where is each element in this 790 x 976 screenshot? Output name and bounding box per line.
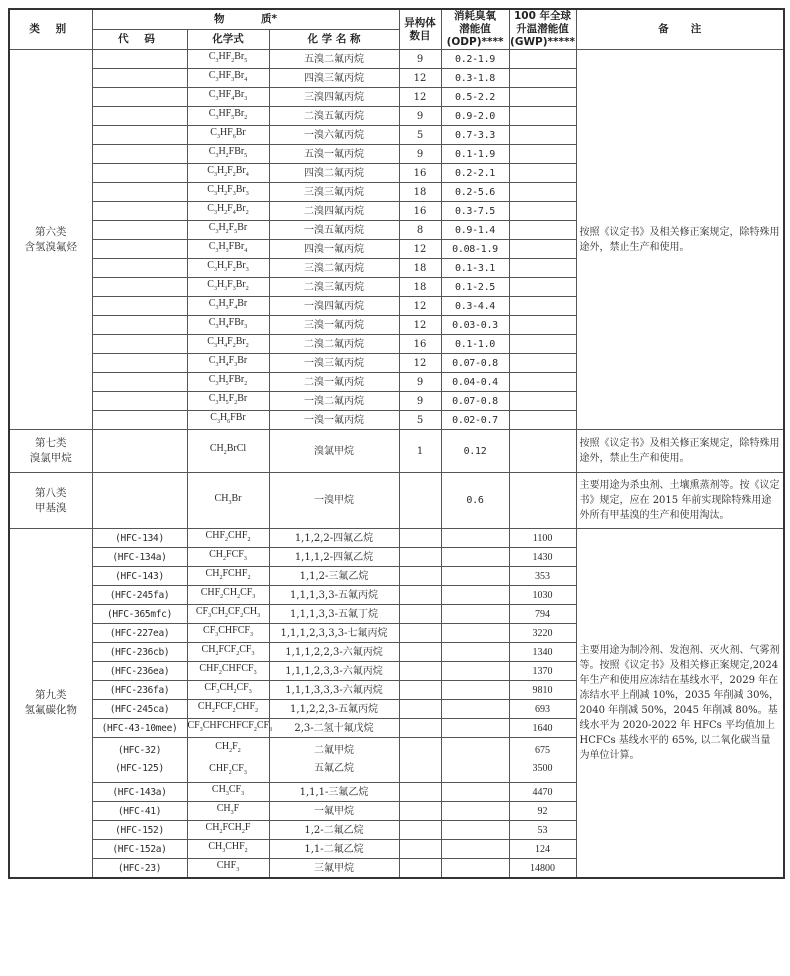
class8-odp: 0.6	[441, 473, 509, 529]
chemical-name-cell: 1,1,1,2,3,3,3-七氟丙烷	[269, 624, 399, 643]
header-odp-line1: 消耗臭氧	[454, 10, 497, 22]
code-cell: (HFC-134)	[92, 529, 187, 548]
class6-category-line1: 第六类	[35, 225, 67, 238]
gwp-cell: 1640	[509, 719, 576, 738]
chemical-name-cell: 三溴三氟丙烷	[269, 183, 399, 202]
code-cell	[92, 69, 187, 88]
odp-cell	[441, 681, 509, 700]
code-cell: (HFC-245ca)	[92, 700, 187, 719]
odp-cell: 0.02-0.7	[441, 411, 509, 430]
isomers-cell	[399, 738, 441, 783]
formula-cell: $C_3H_2F_2Br_4$	[187, 164, 269, 183]
header-gwp	[509, 9, 576, 50]
code-cell: (HFC-41)	[92, 802, 187, 821]
gwp-cell: 1030	[509, 586, 576, 605]
header-odp-line3: (ODP)****	[446, 36, 504, 48]
chemical-name-cell: 2,3-二氢十氟戊烷	[269, 719, 399, 738]
chemical-name-cell: 1,1,1,3,3-五氟丁烷	[269, 605, 399, 624]
chemical-name-cell: 二溴五氟丙烷	[269, 107, 399, 126]
odp-cell	[441, 567, 509, 586]
chemical-name-cell: 三溴二氟丙烷	[269, 259, 399, 278]
code-cell: (HFC-152a)	[92, 840, 187, 859]
chemical-name-cell: 四溴三氟丙烷	[269, 69, 399, 88]
code-cell: (HFC-236fa)	[92, 681, 187, 700]
code-cell-line1: (HFC-32)	[117, 745, 162, 756]
class8-category-line2: 甲基溴	[35, 501, 67, 514]
odp-cell: 0.3-1.8	[441, 69, 509, 88]
formula-cell: $C_3H_2FBr_5$	[187, 145, 269, 164]
chemical-name-cell: 1,1,1,2-四氟乙烷	[269, 548, 399, 567]
odp-cell: 0.07-0.8	[441, 354, 509, 373]
odp-cell	[441, 662, 509, 681]
gwp-cell	[509, 278, 576, 297]
class6-category-line2: 含氢溴氟烃	[24, 240, 77, 253]
formula-cell: $CH_2FCF_2CHF_2$	[187, 700, 269, 719]
odp-cell	[441, 700, 509, 719]
isomers-cell: 8	[399, 221, 441, 240]
code-cell: (HFC-365mfc)	[92, 605, 187, 624]
class8-category-line1: 第八类	[35, 486, 67, 499]
odp-cell	[441, 529, 509, 548]
odp-cell: 0.07-0.8	[441, 392, 509, 411]
chemical-name-cell: 1,2-二氟乙烷	[269, 821, 399, 840]
header-isomers	[399, 9, 441, 50]
class9-body	[9, 529, 784, 879]
odp-cell: 0.2-1.9	[441, 50, 509, 69]
code-cell: (HFC-43-10mee)	[92, 719, 187, 738]
formula-cell: $CHF_2CHFCF_3$	[187, 662, 269, 681]
code-cell	[92, 145, 187, 164]
isomers-cell	[399, 840, 441, 859]
isomers-cell: 5	[399, 126, 441, 145]
class7-formula: $CH_2BrCl$	[187, 430, 269, 473]
gwp-cell: 53	[509, 821, 576, 840]
formula-cell: $CH_2FCF_3$	[187, 548, 269, 567]
class7-category-line1: 第七类	[35, 437, 67, 449]
formula-cell: $C_3HF_5Br_2$	[187, 107, 269, 126]
class8-name: 一溴甲烷	[269, 473, 399, 529]
isomers-cell: 16	[399, 335, 441, 354]
formula-cell: $CH_3CHF_2$	[187, 840, 269, 859]
gwp-cell	[509, 69, 576, 88]
odp-cell: 0.3-7.5	[441, 202, 509, 221]
header-category: 类 别	[9, 9, 92, 50]
odp-cell: 0.3-4.4	[441, 297, 509, 316]
chemical-name-cell: 三溴四氟丙烷	[269, 88, 399, 107]
isomers-cell	[399, 859, 441, 879]
gwp-cell	[509, 202, 576, 221]
odp-cell: 0.1-1.9	[441, 145, 509, 164]
isomers-cell: 16	[399, 164, 441, 183]
isomers-cell	[399, 643, 441, 662]
odp-cell	[441, 840, 509, 859]
isomers-cell: 12	[399, 240, 441, 259]
class6-note: 按照《议定书》及相关修正案规定，除特殊用途外，禁止生产和使用。	[576, 50, 784, 430]
code-cell	[92, 240, 187, 259]
header-chemical-name: 化 学 名 称	[269, 30, 399, 50]
formula-cell: $CHF_2CH_2CF_3$	[187, 586, 269, 605]
chemical-name-cell: 一氟甲烷	[269, 802, 399, 821]
table-row	[9, 50, 784, 69]
code-cell: (HFC-143a)	[92, 783, 187, 802]
formula-cell: $C_3H_6FBr$	[187, 411, 269, 430]
code-cell	[92, 202, 187, 221]
chemical-name-cell: 一溴一氟丙烷	[269, 411, 399, 430]
code-cell	[92, 316, 187, 335]
odp-cell: 0.04-0.4	[441, 373, 509, 392]
formula-cell: $C_3H_4F_3Br$	[187, 354, 269, 373]
formula-cell: $CF_3CH_2CF_3$	[187, 681, 269, 700]
chemical-name-cell: 1,1,2,2,3-五氟丙烷	[269, 700, 399, 719]
isomers-cell	[399, 681, 441, 700]
class8-body	[9, 473, 784, 529]
class7-isomers: 1	[399, 430, 441, 473]
header-code: 代 码	[92, 30, 187, 50]
code-cell: (HFC-134a)	[92, 548, 187, 567]
isomers-cell	[399, 529, 441, 548]
odp-cell	[441, 586, 509, 605]
class7-category-line2: 溴氯甲烷	[29, 452, 72, 464]
chemical-name-cell	[269, 738, 399, 783]
chemical-name-cell: 一溴五氟丙烷	[269, 221, 399, 240]
isomers-cell: 18	[399, 278, 441, 297]
class8-category	[9, 473, 92, 529]
gwp-cell	[509, 259, 576, 278]
chemical-name-cell: 1,1-二氟乙烷	[269, 840, 399, 859]
odp-cell: 0.2-5.6	[441, 183, 509, 202]
odp-cell	[441, 643, 509, 662]
gwp-cell	[509, 88, 576, 107]
isomers-cell: 9	[399, 107, 441, 126]
header-formula: 化学式	[187, 30, 269, 50]
odp-cell	[441, 738, 509, 783]
formula-cell: $C_3H_3F_4Br$	[187, 297, 269, 316]
gwp-cell	[509, 107, 576, 126]
isomers-cell: 18	[399, 183, 441, 202]
odp-cell: 0.1-3.1	[441, 259, 509, 278]
odp-cell: 0.7-3.3	[441, 126, 509, 145]
gwp-cell: 124	[509, 840, 576, 859]
gwp-cell: 1340	[509, 643, 576, 662]
odp-cell	[441, 719, 509, 738]
formula-cell: $C_3H_2F_3Br_3$	[187, 183, 269, 202]
isomers-cell: 12	[399, 354, 441, 373]
isomers-cell	[399, 605, 441, 624]
odp-cell	[441, 548, 509, 567]
header-gwp-line3: (GWP)*****	[510, 36, 575, 48]
chemical-name-cell: 1,1,1,2,2,3-六氟丙烷	[269, 643, 399, 662]
gwp-cell	[509, 335, 576, 354]
chemical-name-cell: 三氟甲烷	[269, 859, 399, 879]
gwp-cell	[509, 738, 576, 783]
code-cell	[92, 738, 187, 783]
chemical-name-cell: 1,1,1,3,3,3-六氟丙烷	[269, 681, 399, 700]
isomers-cell	[399, 586, 441, 605]
gwp-cell	[509, 145, 576, 164]
odp-cell	[441, 624, 509, 643]
chemical-name-cell: 二溴二氟丙烷	[269, 335, 399, 354]
isomers-cell: 9	[399, 373, 441, 392]
class9-category-line1: 第九类	[35, 689, 67, 701]
formula-cell: $CF_3CHFCF_3$	[187, 624, 269, 643]
gwp-cell: 1100	[509, 529, 576, 548]
class7-note: 按照《议定书》及相关修正案规定，除特殊用途外，禁止生产和使用。	[576, 430, 784, 473]
formula-cell: $C_3H_4F_2Br_2$	[187, 335, 269, 354]
gwp-cell: 1430	[509, 548, 576, 567]
class8-note: 主要用途为杀虫剂、土壤熏蒸剂等。按《议定书》规定，应在 2015 年前实现除特殊用途外所有甲基溴的生产和使用淘汰。	[576, 473, 784, 529]
isomers-cell: 12	[399, 88, 441, 107]
formula-cell: $C_3H_4FBr_3$	[187, 316, 269, 335]
code-cell	[92, 392, 187, 411]
code-cell	[92, 126, 187, 145]
class9-category	[9, 529, 92, 879]
formula-cell: $C_3H_3F_2Br_3$	[187, 259, 269, 278]
header-substance: 物 质*	[92, 9, 399, 30]
chemical-name-cell-line2: 五氟乙烷	[314, 763, 354, 774]
code-cell	[92, 50, 187, 69]
chemical-name-cell: 一溴三氟丙烷	[269, 354, 399, 373]
odp-cell	[441, 859, 509, 879]
isomers-cell	[399, 624, 441, 643]
controlled-substances-table	[8, 8, 785, 879]
formula-cell: $C_3H_5FBr_2$	[187, 373, 269, 392]
chemical-name-cell: 1,1,1,2,3,3-六氟丙烷	[269, 662, 399, 681]
gwp-cell	[509, 126, 576, 145]
gwp-cell	[509, 164, 576, 183]
class8-gwp	[509, 473, 576, 529]
gwp-cell	[509, 221, 576, 240]
isomers-cell: 9	[399, 392, 441, 411]
chemical-name-cell: 二溴四氟丙烷	[269, 202, 399, 221]
code-cell	[92, 297, 187, 316]
gwp-cell-line1: 675	[535, 745, 551, 756]
formula-cell: $CH_3CF_3$	[187, 783, 269, 802]
gwp-cell: 353	[509, 567, 576, 586]
formula-cell-line2: $CHF_2CF_3$	[209, 763, 247, 776]
code-cell	[92, 411, 187, 430]
formula-cell: $C_3HF_6Br$	[187, 126, 269, 145]
header-odp-line2: 潜能值	[459, 23, 491, 35]
header-gwp-line2: 升温潜能值	[516, 23, 569, 35]
isomers-cell: 9	[399, 145, 441, 164]
chemical-name-cell: 1,1,2-三氟乙烷	[269, 567, 399, 586]
code-cell: (HFC-227ea)	[92, 624, 187, 643]
isomers-cell	[399, 719, 441, 738]
chemical-name-cell-line1: 二氟甲烷	[314, 745, 354, 756]
odp-cell	[441, 783, 509, 802]
formula-cell: $C_3H_5F_2Br$	[187, 392, 269, 411]
chemical-name-cell: 1,1,1-三氟乙烷	[269, 783, 399, 802]
isomers-cell	[399, 662, 441, 681]
code-cell	[92, 354, 187, 373]
code-cell-line2: (HFC-125)	[115, 763, 164, 774]
class8-formula: $CH_3Br$	[187, 473, 269, 529]
chemical-name-cell: 一溴四氟丙烷	[269, 297, 399, 316]
chemical-name-cell: 四溴二氟丙烷	[269, 164, 399, 183]
isomers-cell: 12	[399, 316, 441, 335]
odp-cell	[441, 605, 509, 624]
isomers-cell	[399, 548, 441, 567]
gwp-cell	[509, 183, 576, 202]
gwp-cell: 794	[509, 605, 576, 624]
gwp-cell: 4470	[509, 783, 576, 802]
chemical-name-cell: 一溴二氟丙烷	[269, 392, 399, 411]
gwp-cell	[509, 373, 576, 392]
class7-name: 溴氯甲烷	[269, 430, 399, 473]
chemical-name-cell: 二溴一氟丙烷	[269, 373, 399, 392]
code-cell: (HFC-236cb)	[92, 643, 187, 662]
gwp-cell	[509, 50, 576, 69]
formula-cell: $C_3H_3F_3Br_2$	[187, 278, 269, 297]
gwp-cell: 92	[509, 802, 576, 821]
class7-gwp	[509, 430, 576, 473]
code-cell	[92, 221, 187, 240]
code-cell	[92, 88, 187, 107]
header-isomers-line1: 异构体	[404, 16, 436, 29]
isomers-cell	[399, 821, 441, 840]
class9-note: 主要用途为制冷剂、发泡剂、灭火剂、气雾剂等。按照《议定书》及相关修正案规定,2024 年生产和使用应冻结在基线水平，2029 年在冻结水平上削减 10%，2035 年削减 30%，2040 年削减 50%，2045 年削减 80%。基线水平为 2020-2022 年 HFCs 平均值加上 HCFCs 基线水平的 65%, 以二氧化碳当量为单位计算。	[576, 529, 784, 879]
gwp-cell	[509, 240, 576, 259]
code-cell: (HFC-143)	[92, 567, 187, 586]
formula-cell: $C_3HF_2Br_5$	[187, 50, 269, 69]
chemical-name-cell: 一溴六氟丙烷	[269, 126, 399, 145]
isomers-cell: 9	[399, 50, 441, 69]
gwp-cell: 14800	[509, 859, 576, 879]
isomers-cell: 12	[399, 69, 441, 88]
code-cell: (HFC-23)	[92, 859, 187, 879]
code-cell: (HFC-245fa)	[92, 586, 187, 605]
table-row	[9, 529, 784, 548]
gwp-cell: 3220	[509, 624, 576, 643]
chemical-name-cell: 1,1,2,2-四氟乙烷	[269, 529, 399, 548]
class6-category	[9, 50, 92, 430]
class7-body	[9, 430, 784, 473]
chemical-name-cell: 三溴一氟丙烷	[269, 316, 399, 335]
code-cell	[92, 164, 187, 183]
code-cell	[92, 278, 187, 297]
formula-cell: $CHF_3$	[187, 859, 269, 879]
chemical-name-cell: 五溴二氟丙烷	[269, 50, 399, 69]
formula-cell: $CH_2FCF_2CF_3$	[187, 643, 269, 662]
isomers-cell	[399, 567, 441, 586]
formula-cell-line1: $CH_2F_2$	[215, 741, 241, 754]
formula-cell: $CF_3CH_2CF_2CH_3$	[187, 605, 269, 624]
chemical-name-cell: 五溴一氟丙烷	[269, 145, 399, 164]
formula-cell: $CHF_2CHF_2$	[187, 529, 269, 548]
header-gwp-line1: 100 年全球	[513, 10, 572, 22]
gwp-cell	[509, 411, 576, 430]
odp-cell: 0.08-1.9	[441, 240, 509, 259]
chemical-name-cell: 1,1,1,3,3-五氟丙烷	[269, 586, 399, 605]
chemical-name-cell: 四溴一氟丙烷	[269, 240, 399, 259]
isomers-cell: 12	[399, 297, 441, 316]
code-cell	[92, 335, 187, 354]
class7-odp: 0.12	[441, 430, 509, 473]
gwp-cell	[509, 316, 576, 335]
odp-cell	[441, 802, 509, 821]
formula-cell: $C_3H_2F_5Br$	[187, 221, 269, 240]
gwp-cell-line2: 3500	[532, 763, 553, 774]
isomers-cell	[399, 802, 441, 821]
class9-category-line2: 氢氟碳化物	[24, 704, 77, 716]
isomers-cell	[399, 700, 441, 719]
formula-cell: $C_3HF_3Br_4$	[187, 69, 269, 88]
gwp-cell: 9810	[509, 681, 576, 700]
code-cell	[92, 183, 187, 202]
odp-cell: 0.1-2.5	[441, 278, 509, 297]
isomers-cell: 5	[399, 411, 441, 430]
gwp-cell	[509, 354, 576, 373]
odp-cell: 0.9-1.4	[441, 221, 509, 240]
code-cell	[92, 259, 187, 278]
formula-cell: $CH_2FCHF_2$	[187, 567, 269, 586]
formula-cell	[187, 738, 269, 783]
code-cell	[92, 373, 187, 392]
formula-cell: $CH_3F$	[187, 802, 269, 821]
class7-code	[92, 430, 187, 473]
isomers-cell	[399, 783, 441, 802]
gwp-cell: 1370	[509, 662, 576, 681]
isomers-cell: 16	[399, 202, 441, 221]
isomers-cell: 18	[399, 259, 441, 278]
code-cell: (HFC-152)	[92, 821, 187, 840]
gwp-cell	[509, 297, 576, 316]
code-cell	[92, 107, 187, 126]
formula-cell: $C_3H_3FBr_4$	[187, 240, 269, 259]
odp-cell	[441, 821, 509, 840]
formula-cell: $CF_3CHFCHFCF_2CF_3$	[187, 719, 269, 738]
class8-isomers	[399, 473, 441, 529]
chemical-name-cell: 二溴三氟丙烷	[269, 278, 399, 297]
class7-category	[9, 430, 92, 473]
formula-cell: $C_3HF_4Br_3$	[187, 88, 269, 107]
class8-code	[92, 473, 187, 529]
formula-cell: $CH_2FCH_2F$	[187, 821, 269, 840]
odp-cell: 0.5-2.2	[441, 88, 509, 107]
header-notes: 备 注	[576, 9, 784, 50]
class6-body	[9, 50, 784, 430]
odp-cell: 0.2-2.1	[441, 164, 509, 183]
header-odp	[441, 9, 509, 50]
code-cell: (HFC-236ea)	[92, 662, 187, 681]
odp-cell: 0.03-0.3	[441, 316, 509, 335]
gwp-cell	[509, 392, 576, 411]
odp-cell: 0.9-2.0	[441, 107, 509, 126]
gwp-cell: 693	[509, 700, 576, 719]
header-isomers-line2: 数目	[409, 29, 431, 42]
formula-cell: $C_3H_2F_4Br_2$	[187, 202, 269, 221]
odp-cell: 0.1-1.0	[441, 335, 509, 354]
